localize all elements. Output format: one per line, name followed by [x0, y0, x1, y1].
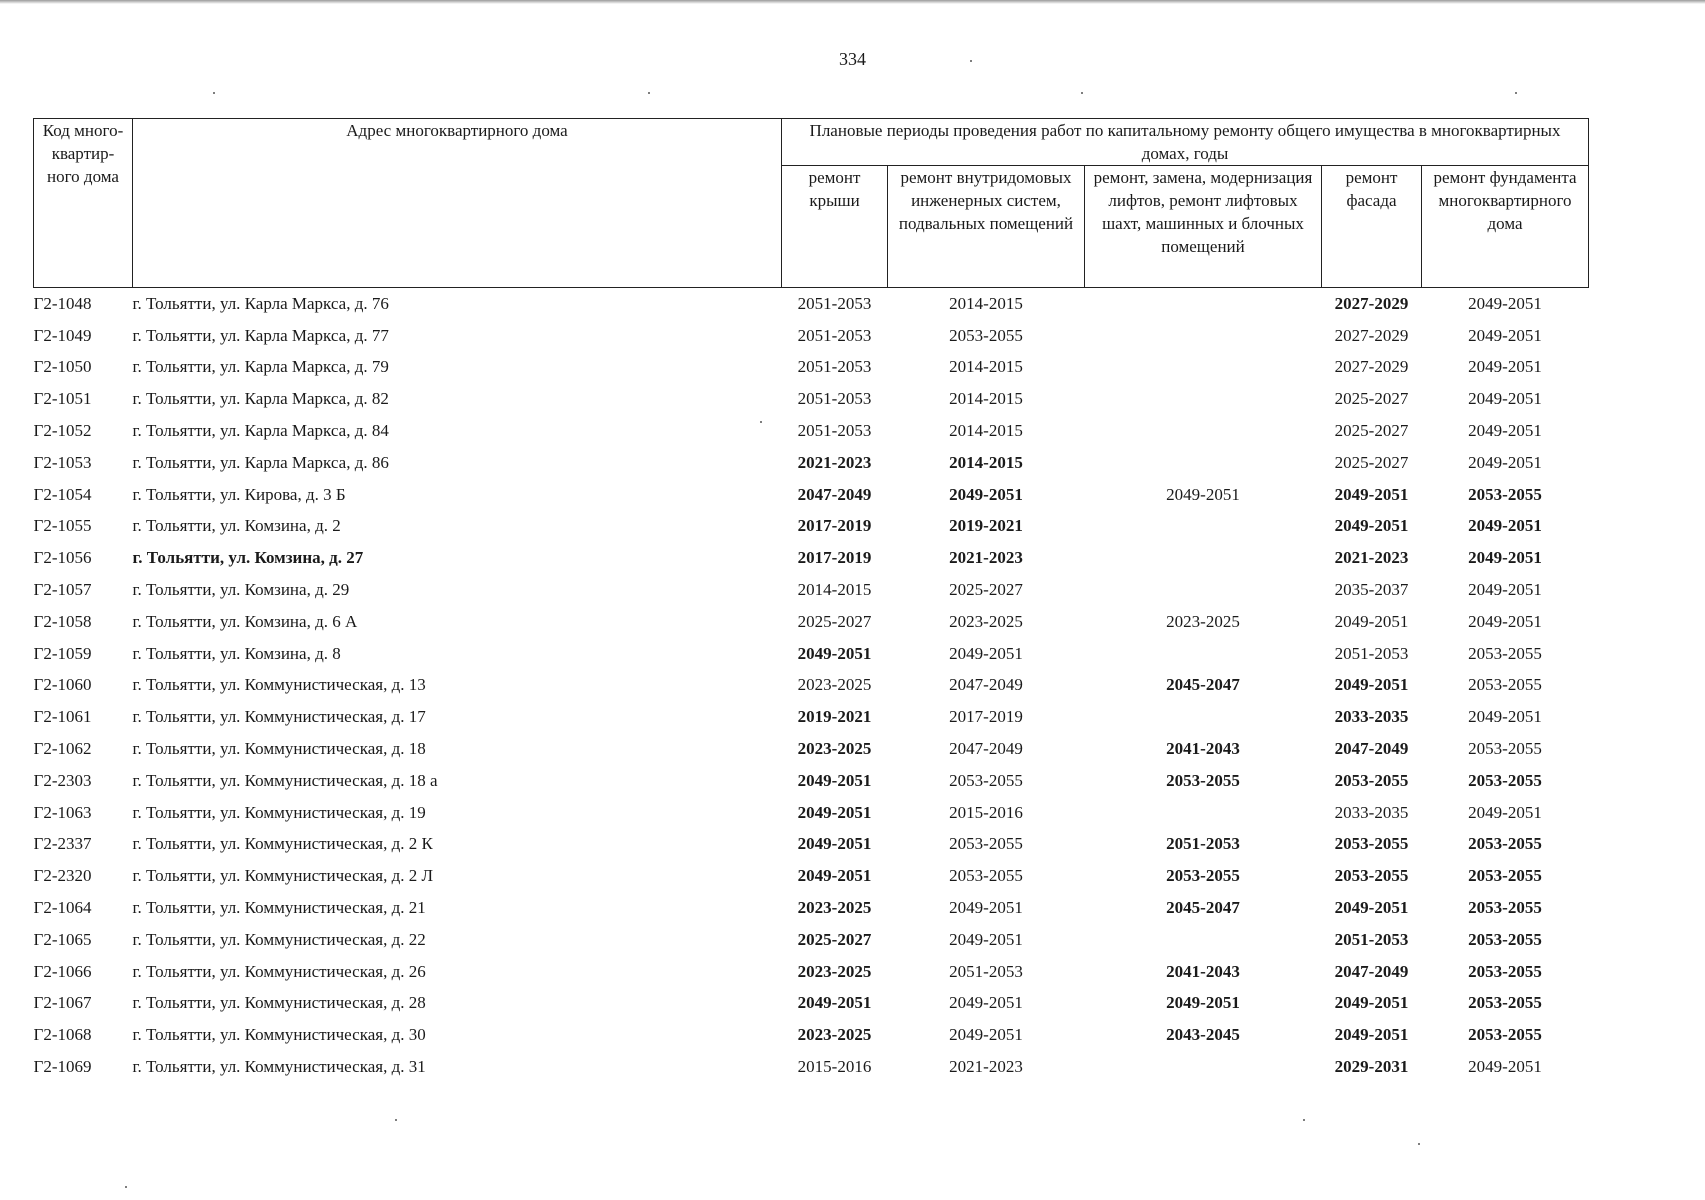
cell-facade: 2027-2029 [1334, 357, 1409, 377]
cell-address: г. Тольятти, ул. Карла Маркса, д. 82 [132, 389, 389, 409]
header-elevators: ремонт, замена, модернизация лифтов, ремонт лифтовых шахт, машинных и блочных помещений [1085, 166, 1322, 288]
scan-speck [1515, 92, 1517, 94]
cell-facade: 2049-2051 [1334, 516, 1409, 536]
cell-address: г. Тольятти, ул. Коммунистическая, д. 26 [132, 961, 426, 981]
cell-facade: 2047-2049 [1334, 961, 1409, 981]
cell-elevators: 2043-2045 [1166, 1025, 1240, 1045]
scan-speck [1303, 1119, 1305, 1121]
cell-code: Г2-1060 [33, 675, 92, 695]
cell-engineering: 2021-2023 [949, 1057, 1023, 1077]
cell-code: Г2-1051 [33, 389, 92, 409]
cell-foundation: 2049-2051 [1468, 357, 1542, 377]
cell-facade: 2033-2035 [1334, 802, 1409, 822]
header-address: Адрес многоквартирного дома [133, 119, 782, 288]
header-roof: ремонт крыши [782, 166, 888, 288]
cell-roof: 2025-2027 [797, 929, 872, 949]
cell-facade: 2053-2055 [1334, 834, 1409, 854]
cell-address: г. Тольятти, ул. Коммунистическая, д. 13 [132, 675, 426, 695]
cell-facade: 2027-2029 [1334, 325, 1409, 345]
cell-elevators: 2053-2055 [1166, 866, 1240, 886]
cell-elevators: 2041-2043 [1166, 961, 1240, 981]
cell-code: Г2-1054 [33, 484, 92, 504]
cell-elevators: 2023-2025 [1166, 611, 1240, 631]
cell-engineering: 2047-2049 [949, 739, 1023, 759]
table-row [34, 288, 1589, 320]
cell-engineering: 2014-2015 [949, 357, 1023, 377]
cell-engineering: 2014-2015 [949, 452, 1023, 472]
cell-foundation: 2049-2051 [1468, 516, 1542, 536]
cell-facade: 2049-2051 [1334, 1025, 1409, 1045]
table-row [34, 988, 1589, 1020]
table-row [34, 733, 1589, 765]
scan-speck [125, 1186, 127, 1188]
cell-elevators [1085, 797, 1322, 829]
cell-address: г. Тольятти, ул. Коммунистическая, д. 2 К [132, 834, 433, 854]
cell-roof: 2025-2027 [797, 611, 872, 631]
header-code: Код много-квартир-ного дома [34, 119, 133, 288]
cell-roof: 2019-2021 [797, 707, 872, 727]
cell-code: Г2-2303 [33, 770, 92, 790]
header-periods-group: Плановые периоды проведения работ по капитальному ремонту общего имущества в многоквартирных домах, годы [782, 119, 1589, 166]
table-row [34, 320, 1589, 352]
cell-facade: 2049-2051 [1334, 898, 1409, 918]
cell-foundation: 2053-2055 [1468, 961, 1542, 981]
cell-engineering: 2023-2025 [949, 611, 1023, 631]
cell-roof: 2051-2053 [797, 293, 872, 313]
table-row [34, 1019, 1589, 1051]
cell-foundation: 2053-2055 [1468, 643, 1542, 663]
cell-foundation: 2049-2051 [1468, 802, 1542, 822]
cell-roof: 2015-2016 [797, 1057, 872, 1077]
header-row-1 [34, 119, 1589, 166]
table-row [34, 1051, 1589, 1083]
cell-elevators [1085, 352, 1322, 384]
table-row [34, 352, 1589, 384]
cell-code: Г2-1057 [33, 580, 92, 600]
cell-engineering: 2053-2055 [949, 770, 1023, 790]
table-row [34, 447, 1589, 479]
cell-address: г. Тольятти, ул. Карла Маркса, д. 76 [132, 293, 389, 313]
cell-roof: 2021-2023 [797, 452, 872, 472]
cell-facade: 2033-2035 [1334, 707, 1409, 727]
table-row [34, 956, 1589, 988]
cell-elevators [1085, 542, 1322, 574]
cell-facade: 2053-2055 [1334, 866, 1409, 886]
cell-elevators: 2049-2051 [1166, 993, 1240, 1013]
table-row [34, 479, 1589, 511]
cell-address: г. Тольятти, ул. Карла Маркса, д. 86 [132, 452, 389, 472]
cell-roof: 2051-2053 [797, 357, 872, 377]
cell-roof: 2049-2051 [797, 770, 872, 790]
table-row [34, 542, 1589, 574]
table-row [34, 383, 1589, 415]
cell-engineering: 2051-2053 [949, 961, 1023, 981]
cell-engineering: 2049-2051 [949, 929, 1023, 949]
cell-address: г. Тольятти, ул. Коммунистическая, д. 18 а [132, 770, 438, 790]
cell-address: г. Тольятти, ул. Комзина, д. 29 [132, 580, 350, 600]
table-row [34, 606, 1589, 638]
cell-code: Г2-1056 [33, 548, 92, 568]
cell-elevators [1085, 701, 1322, 733]
table-row [34, 924, 1589, 956]
cell-code: Г2-1068 [33, 1025, 92, 1045]
cell-code: Г2-1064 [33, 898, 92, 918]
cell-elevators [1085, 447, 1322, 479]
cell-elevators: 2045-2047 [1166, 675, 1240, 695]
cell-code: Г2-1055 [33, 516, 92, 536]
cell-roof: 2049-2051 [797, 834, 872, 854]
cell-roof: 2014-2015 [797, 580, 872, 600]
cell-foundation: 2049-2051 [1468, 707, 1542, 727]
cell-foundation: 2049-2051 [1468, 421, 1542, 441]
cell-engineering: 2049-2051 [949, 643, 1023, 663]
cell-facade: 2035-2037 [1334, 580, 1409, 600]
cell-elevators [1085, 383, 1322, 415]
cell-code: Г2-1067 [33, 993, 92, 1013]
cell-elevators [1085, 574, 1322, 606]
cell-elevators [1085, 1051, 1322, 1083]
scan-speck [213, 92, 215, 94]
cell-facade: 2049-2051 [1334, 993, 1409, 1013]
cell-foundation: 2049-2051 [1468, 452, 1542, 472]
cell-foundation: 2049-2051 [1468, 548, 1542, 568]
cell-engineering: 2015-2016 [949, 802, 1023, 822]
cell-code: Г2-1066 [33, 961, 92, 981]
cell-elevators [1085, 288, 1322, 320]
cell-elevators [1085, 638, 1322, 670]
cell-engineering: 2049-2051 [949, 898, 1023, 918]
scan-speck [648, 92, 650, 94]
table-row [34, 670, 1589, 702]
cell-foundation: 2053-2055 [1468, 770, 1542, 790]
cell-elevators: 2045-2047 [1166, 898, 1240, 918]
cell-roof: 2023-2025 [797, 961, 872, 981]
table-row [34, 892, 1589, 924]
cell-facade: 2047-2049 [1334, 739, 1409, 759]
cell-foundation: 2049-2051 [1468, 611, 1542, 631]
cell-foundation: 2053-2055 [1468, 866, 1542, 886]
cell-address: г. Тольятти, ул. Коммунистическая, д. 2 Л [132, 866, 433, 886]
cell-engineering: 2053-2055 [949, 834, 1023, 854]
cell-engineering: 2049-2051 [949, 1025, 1023, 1045]
cell-address: г. Тольятти, ул. Кирова, д. 3 Б [132, 484, 346, 504]
cell-address: г. Тольятти, ул. Комзина, д. 2 [132, 516, 341, 536]
table-row [34, 765, 1589, 797]
cell-code: Г2-2337 [33, 834, 92, 854]
scan-speck [1418, 1143, 1420, 1145]
cell-address: г. Тольятти, ул. Коммунистическая, д. 21 [132, 898, 426, 918]
cell-foundation: 2053-2055 [1468, 484, 1542, 504]
cell-elevators: 2049-2051 [1166, 484, 1240, 504]
cell-roof: 2023-2025 [797, 898, 872, 918]
cell-foundation: 2053-2055 [1468, 1025, 1542, 1045]
cell-facade: 2049-2051 [1334, 484, 1409, 504]
cell-address: г. Тольятти, ул. Коммунистическая, д. 30 [132, 1025, 426, 1045]
cell-foundation: 2049-2051 [1468, 1057, 1542, 1077]
cell-facade: 2049-2051 [1334, 611, 1409, 631]
header-facade: ремонт фасада [1322, 166, 1422, 288]
cell-roof: 2023-2025 [797, 675, 872, 695]
cell-address: г. Тольятти, ул. Комзина, д. 27 [132, 548, 364, 568]
cell-code: Г2-1058 [33, 611, 92, 631]
scan-speck [395, 1119, 397, 1121]
cell-roof: 2049-2051 [797, 643, 872, 663]
cell-code: Г2-2320 [33, 866, 92, 886]
cell-roof: 2017-2019 [797, 516, 872, 536]
cell-foundation: 2049-2051 [1468, 325, 1542, 345]
cell-roof: 2047-2049 [797, 484, 872, 504]
cell-engineering: 2019-2021 [949, 516, 1023, 536]
cell-code: Г2-1063 [33, 802, 92, 822]
cell-foundation: 2049-2051 [1468, 389, 1542, 409]
cell-code: Г2-1052 [33, 421, 92, 441]
capital-repair-table [33, 118, 1589, 1083]
cell-facade: 2027-2029 [1334, 293, 1409, 313]
cell-roof: 2051-2053 [797, 325, 872, 345]
table-row [34, 860, 1589, 892]
cell-facade: 2049-2051 [1334, 675, 1409, 695]
cell-elevators [1085, 511, 1322, 543]
table-row [34, 638, 1589, 670]
cell-code: Г2-1059 [33, 643, 92, 663]
table-body [34, 288, 1589, 1083]
cell-foundation: 2049-2051 [1468, 293, 1542, 313]
cell-engineering: 2053-2055 [949, 866, 1023, 886]
table-row [34, 829, 1589, 861]
cell-code: Г2-1061 [33, 707, 92, 727]
cell-engineering: 2053-2055 [949, 325, 1023, 345]
cell-engineering: 2014-2015 [949, 293, 1023, 313]
cell-address: г. Тольятти, ул. Карла Маркса, д. 79 [132, 357, 389, 377]
cell-engineering: 2025-2027 [949, 580, 1023, 600]
cell-code: Г2-1069 [33, 1057, 92, 1077]
cell-roof: 2017-2019 [797, 548, 872, 568]
cell-roof: 2049-2051 [797, 993, 872, 1013]
cell-engineering: 2014-2015 [949, 389, 1023, 409]
table-row [34, 797, 1589, 829]
cell-roof: 2049-2051 [797, 802, 872, 822]
cell-facade: 2025-2027 [1334, 421, 1409, 441]
cell-foundation: 2053-2055 [1468, 898, 1542, 918]
cell-roof: 2023-2025 [797, 739, 872, 759]
cell-foundation: 2053-2055 [1468, 675, 1542, 695]
cell-facade: 2025-2027 [1334, 452, 1409, 472]
cell-address: г. Тольятти, ул. Карла Маркса, д. 77 [132, 325, 389, 345]
cell-roof: 2051-2053 [797, 421, 872, 441]
cell-facade: 2053-2055 [1334, 770, 1409, 790]
cell-foundation: 2053-2055 [1468, 834, 1542, 854]
cell-elevators: 2051-2053 [1166, 834, 1240, 854]
cell-facade: 2025-2027 [1334, 389, 1409, 409]
table-row [34, 511, 1589, 543]
cell-engineering: 2017-2019 [949, 707, 1023, 727]
cell-code: Г2-1048 [33, 293, 92, 313]
cell-address: г. Тольятти, ул. Комзина, д. 8 [132, 643, 341, 663]
cell-engineering: 2014-2015 [949, 421, 1023, 441]
cell-elevators [1085, 415, 1322, 447]
scan-speck [1081, 92, 1083, 94]
cell-address: г. Тольятти, ул. Коммунистическая, д. 31 [132, 1057, 426, 1077]
cell-elevators [1085, 320, 1322, 352]
cell-address: г. Тольятти, ул. Коммунистическая, д. 19 [132, 802, 426, 822]
scan-speck [760, 421, 762, 423]
cell-address: г. Тольятти, ул. Комзина, д. 6 А [132, 611, 358, 631]
table-row [34, 415, 1589, 447]
cell-engineering: 2021-2023 [949, 548, 1023, 568]
cell-code: Г2-1050 [33, 357, 92, 377]
cell-address: г. Тольятти, ул. Коммунистическая, д. 28 [132, 993, 426, 1013]
cell-foundation: 2053-2055 [1468, 739, 1542, 759]
cell-roof: 2023-2025 [797, 1025, 872, 1045]
cell-address: г. Тольятти, ул. Коммунистическая, д. 18 [132, 739, 426, 759]
cell-facade: 2029-2031 [1334, 1057, 1409, 1077]
cell-address: г. Тольятти, ул. Коммунистическая, д. 17 [132, 707, 426, 727]
cell-address: г. Тольятти, ул. Коммунистическая, д. 22 [132, 929, 426, 949]
cell-foundation: 2053-2055 [1468, 929, 1542, 949]
cell-code: Г2-1049 [33, 325, 92, 345]
page-number: 334 [839, 49, 866, 69]
scan-speck [970, 60, 972, 62]
table-row [34, 701, 1589, 733]
header-engineering: ремонт внутридомовых инженерных систем, подвальных помещений [888, 166, 1085, 288]
cell-roof: 2051-2053 [797, 389, 872, 409]
cell-address: г. Тольятти, ул. Карла Маркса, д. 84 [132, 421, 389, 441]
table-row [34, 574, 1589, 606]
cell-roof: 2049-2051 [797, 866, 872, 886]
cell-elevators: 2053-2055 [1166, 770, 1240, 790]
cell-code: Г2-1065 [33, 929, 92, 949]
cell-foundation: 2053-2055 [1468, 993, 1542, 1013]
cell-facade: 2051-2053 [1334, 929, 1409, 949]
cell-engineering: 2047-2049 [949, 675, 1023, 695]
cell-code: Г2-1053 [33, 452, 92, 472]
header-foundation: ремонт фундамента многоквартирного дома [1422, 166, 1589, 288]
cell-engineering: 2049-2051 [949, 484, 1023, 504]
cell-code: Г2-1062 [33, 739, 92, 759]
cell-facade: 2021-2023 [1334, 548, 1409, 568]
cell-foundation: 2049-2051 [1468, 580, 1542, 600]
scan-edge [0, 0, 1705, 4]
cell-engineering: 2049-2051 [949, 993, 1023, 1013]
cell-elevators [1085, 924, 1322, 956]
cell-elevators: 2041-2043 [1166, 739, 1240, 759]
cell-facade: 2051-2053 [1334, 643, 1409, 663]
